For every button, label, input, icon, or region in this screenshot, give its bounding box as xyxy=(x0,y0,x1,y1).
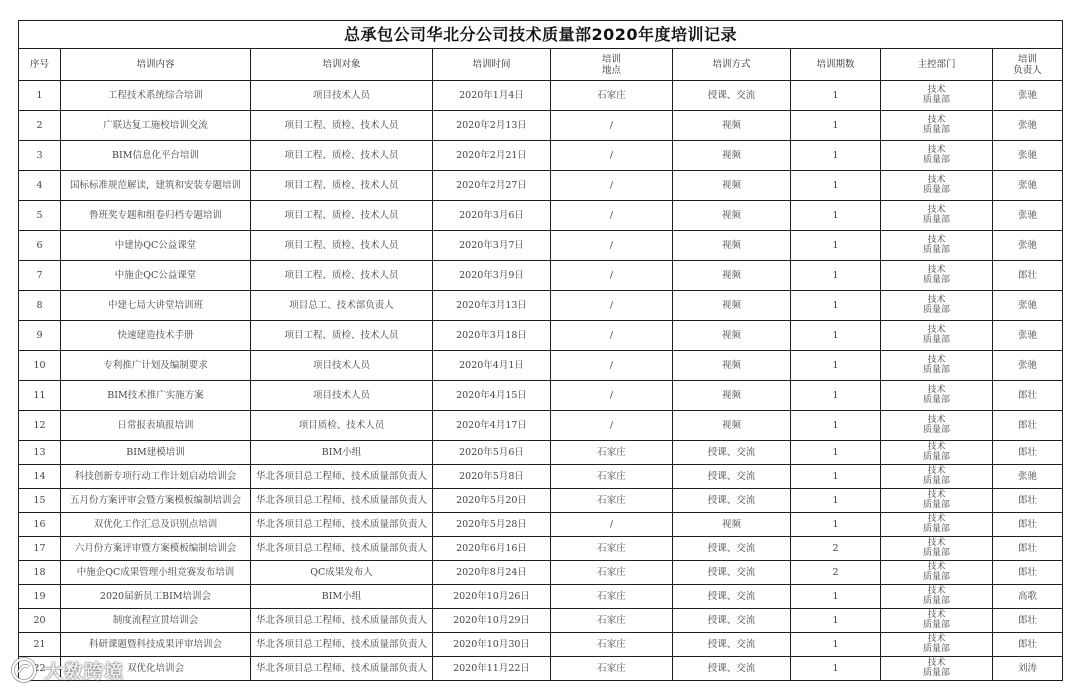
training-sessions-cell: 1 xyxy=(791,171,881,201)
table-row xyxy=(19,657,1063,681)
training-audience-cell: 项目工程、质检、技术人员 xyxy=(251,171,433,201)
training-location-cell: 石家庄 xyxy=(551,585,673,609)
training-content-cell: 五月份方案评审会暨方案模板编制培训会 xyxy=(61,489,251,513)
table-row xyxy=(19,537,1063,561)
training-sessions-cell: 1 xyxy=(791,231,881,261)
table-row xyxy=(19,465,1063,489)
row-number-cell: 18 xyxy=(19,561,61,585)
training-date-cell: 2020年10月29日 xyxy=(433,609,551,633)
table-row xyxy=(19,261,1063,291)
training-sessions-cell: 1 xyxy=(791,351,881,381)
training-location-cell: / xyxy=(551,201,673,231)
table-row xyxy=(19,489,1063,513)
training-date-cell: 2020年2月13日 xyxy=(433,111,551,141)
training-date-cell: 2020年10月30日 xyxy=(433,633,551,657)
training-owner-cell: 张驰 xyxy=(993,141,1063,171)
training-owner-cell: 刘涛 xyxy=(993,657,1063,681)
training-sessions-cell: 1 xyxy=(791,513,881,537)
training-sessions-cell: 1 xyxy=(791,321,881,351)
training-sessions-cell: 1 xyxy=(791,633,881,657)
training-owner-cell: 张驰 xyxy=(993,171,1063,201)
row-number-cell: 20 xyxy=(19,609,61,633)
training-date-cell: 2020年4月1日 xyxy=(433,351,551,381)
table-body xyxy=(19,81,1063,681)
row-number-cell: 22 xyxy=(19,657,61,681)
supervising-department-cell: 技术 质量部 xyxy=(881,585,993,609)
training-location-cell: 石家庄 xyxy=(551,81,673,111)
table-row xyxy=(19,81,1063,111)
training-owner-cell: 张驰 xyxy=(993,465,1063,489)
table-row xyxy=(19,381,1063,411)
supervising-department-cell: 技术 质量部 xyxy=(881,81,993,111)
table-row xyxy=(19,141,1063,171)
training-sessions-cell: 1 xyxy=(791,111,881,141)
training-date-cell: 2020年10月26日 xyxy=(433,585,551,609)
supervising-department-cell: 技术 质量部 xyxy=(881,261,993,291)
table-row xyxy=(19,321,1063,351)
supervising-department-cell: 技术 质量部 xyxy=(881,633,993,657)
training-content-cell: BIM技术推广实施方案 xyxy=(61,381,251,411)
training-content-cell: 双优化培训会 xyxy=(61,657,251,681)
supervising-department-cell: 技术 质量部 xyxy=(881,465,993,489)
table-row xyxy=(19,513,1063,537)
training-date-cell: 2020年3月9日 xyxy=(433,261,551,291)
training-date-cell: 2020年5月20日 xyxy=(433,489,551,513)
training-sessions-cell: 2 xyxy=(791,561,881,585)
training-owner-cell: 郎壮 xyxy=(993,561,1063,585)
training-audience-cell: 项目总工、技术部负责人 xyxy=(251,291,433,321)
training-date-cell: 2020年8月24日 xyxy=(433,561,551,585)
training-sessions-cell: 1 xyxy=(791,465,881,489)
supervising-department-cell: 技术 质量部 xyxy=(881,657,993,681)
column-header-row-number: 序号 xyxy=(19,49,61,81)
training-method-cell: 授课、交流 xyxy=(673,609,791,633)
training-audience-cell: 项目工程、质检、技术人员 xyxy=(251,201,433,231)
training-owner-cell: 郎壮 xyxy=(993,261,1063,291)
training-audience-cell: 华北各项目总工程师、技术质量部负责人 xyxy=(251,465,433,489)
table-row xyxy=(19,561,1063,585)
training-sessions-cell: 1 xyxy=(791,141,881,171)
row-number-cell: 12 xyxy=(19,411,61,441)
training-method-cell: 授课、交流 xyxy=(673,561,791,585)
training-content-cell: 中建七局大讲堂培训班 xyxy=(61,291,251,321)
training-owner-cell: 张驰 xyxy=(993,81,1063,111)
training-location-cell: 石家庄 xyxy=(551,633,673,657)
column-header-training-owner: 培训 负责人 xyxy=(993,49,1063,81)
row-number-cell: 6 xyxy=(19,231,61,261)
table-row xyxy=(19,231,1063,261)
training-location-cell: / xyxy=(551,111,673,141)
training-sessions-cell: 1 xyxy=(791,201,881,231)
training-owner-cell: 郎壮 xyxy=(993,411,1063,441)
training-owner-cell: 张驰 xyxy=(993,111,1063,141)
training-audience-cell: 项目技术人员 xyxy=(251,81,433,111)
training-content-cell: 日常报表填报培训 xyxy=(61,411,251,441)
training-audience-cell: 华北各项目总工程师、技术质量部负责人 xyxy=(251,537,433,561)
training-location-cell: / xyxy=(551,381,673,411)
training-method-cell: 授课、交流 xyxy=(673,465,791,489)
table-row xyxy=(19,633,1063,657)
training-method-cell: 视频 xyxy=(673,411,791,441)
training-audience-cell: 华北各项目总工程师、技术质量部负责人 xyxy=(251,657,433,681)
training-date-cell: 2020年4月17日 xyxy=(433,411,551,441)
training-method-cell: 视频 xyxy=(673,321,791,351)
supervising-department-cell: 技术 质量部 xyxy=(881,291,993,321)
training-content-cell: 工程技术系统综合培训 xyxy=(61,81,251,111)
training-sessions-cell: 1 xyxy=(791,411,881,441)
supervising-department-cell: 技术 质量部 xyxy=(881,321,993,351)
title-row xyxy=(19,21,1063,49)
training-date-cell: 2020年2月27日 xyxy=(433,171,551,201)
row-number-cell: 1 xyxy=(19,81,61,111)
training-owner-cell: 郎壮 xyxy=(993,489,1063,513)
training-audience-cell: 华北各项目总工程师、技术质量部负责人 xyxy=(251,513,433,537)
training-audience-cell: 项目工程、质检、技术人员 xyxy=(251,231,433,261)
training-sessions-cell: 1 xyxy=(791,291,881,321)
training-owner-cell: 张驰 xyxy=(993,321,1063,351)
column-header-training-date: 培训时间 xyxy=(433,49,551,81)
training-date-cell: 2020年5月8日 xyxy=(433,465,551,489)
training-method-cell: 授课、交流 xyxy=(673,633,791,657)
training-location-cell: / xyxy=(551,171,673,201)
training-sessions-cell: 1 xyxy=(791,381,881,411)
supervising-department-cell: 技术 质量部 xyxy=(881,171,993,201)
table-row xyxy=(19,111,1063,141)
training-method-cell: 授课、交流 xyxy=(673,489,791,513)
training-location-cell: / xyxy=(551,411,673,441)
training-owner-cell: 张驰 xyxy=(993,291,1063,321)
training-content-cell: BIM信息化平台培训 xyxy=(61,141,251,171)
table-row xyxy=(19,351,1063,381)
supervising-department-cell: 技术 质量部 xyxy=(881,231,993,261)
supervising-department-cell: 技术 质量部 xyxy=(881,441,993,465)
training-audience-cell: 华北各项目总工程师、技术质量部负责人 xyxy=(251,489,433,513)
column-header-training-content: 培训内容 xyxy=(61,49,251,81)
training-sessions-cell: 1 xyxy=(791,261,881,291)
training-method-cell: 视频 xyxy=(673,513,791,537)
training-method-cell: 视频 xyxy=(673,261,791,291)
training-owner-cell: 高歌 xyxy=(993,585,1063,609)
training-method-cell: 视频 xyxy=(673,111,791,141)
training-audience-cell: 项目技术人员 xyxy=(251,381,433,411)
table-row xyxy=(19,411,1063,441)
training-sessions-cell: 1 xyxy=(791,441,881,465)
training-method-cell: 授课、交流 xyxy=(673,585,791,609)
training-owner-cell: 张驰 xyxy=(993,201,1063,231)
training-sessions-cell: 1 xyxy=(791,585,881,609)
training-method-cell: 视频 xyxy=(673,201,791,231)
training-audience-cell: 项目工程、质检、技术人员 xyxy=(251,261,433,291)
training-content-cell: 中施企QC公益课堂 xyxy=(61,261,251,291)
training-date-cell: 2020年11月22日 xyxy=(433,657,551,681)
watermark-text: 大数跨境 xyxy=(44,660,125,683)
row-number-cell: 15 xyxy=(19,489,61,513)
training-date-cell: 2020年3月18日 xyxy=(433,321,551,351)
supervising-department-cell: 技术 质量部 xyxy=(881,513,993,537)
training-record-sheet xyxy=(18,20,1062,681)
training-content-cell: 国标标准规范解读，建筑和安装专题培训 xyxy=(61,171,251,201)
training-location-cell: 石家庄 xyxy=(551,441,673,465)
training-method-cell: 视频 xyxy=(673,141,791,171)
training-content-cell: BIM建模培训 xyxy=(61,441,251,465)
training-content-cell: 制度流程宣贯培训会 xyxy=(61,609,251,633)
supervising-department-cell: 技术 质量部 xyxy=(881,489,993,513)
column-header-training-method: 培训方式 xyxy=(673,49,791,81)
row-number-cell: 4 xyxy=(19,171,61,201)
training-location-cell: 石家庄 xyxy=(551,561,673,585)
training-date-cell: 2020年3月7日 xyxy=(433,231,551,261)
supervising-department-cell: 技术 质量部 xyxy=(881,111,993,141)
training-record-table xyxy=(18,20,1063,681)
training-location-cell: / xyxy=(551,513,673,537)
training-location-cell: 石家庄 xyxy=(551,609,673,633)
training-content-cell: 广联达复工施校培训交流 xyxy=(61,111,251,141)
training-audience-cell: 华北各项目总工程师、技术质量部负责人 xyxy=(251,633,433,657)
row-number-cell: 17 xyxy=(19,537,61,561)
row-number-cell: 11 xyxy=(19,381,61,411)
supervising-department-cell: 技术 质量部 xyxy=(881,561,993,585)
training-content-cell: 六月份方案评审暨方案模板编制培训会 xyxy=(61,537,251,561)
training-date-cell: 2020年6月16日 xyxy=(433,537,551,561)
training-content-cell: 科技创新专项行动工作计划启动培训会 xyxy=(61,465,251,489)
training-date-cell: 2020年5月28日 xyxy=(433,513,551,537)
table-title: 总承包公司华北分公司技术质量部2020年度培训记录 xyxy=(19,21,1063,49)
row-number-cell: 21 xyxy=(19,633,61,657)
training-owner-cell: 张驰 xyxy=(993,231,1063,261)
row-number-cell: 10 xyxy=(19,351,61,381)
table-row xyxy=(19,609,1063,633)
column-header-training-audience: 培训对象 xyxy=(251,49,433,81)
training-owner-cell: 郎壮 xyxy=(993,633,1063,657)
training-content-cell: 鲁班奖专题和组卷归档专题培训 xyxy=(61,201,251,231)
supervising-department-cell: 技术 质量部 xyxy=(881,537,993,561)
training-owner-cell: 张驰 xyxy=(993,351,1063,381)
column-header-training-location: 培训 地点 xyxy=(551,49,673,81)
supervising-department-cell: 技术 质量部 xyxy=(881,609,993,633)
column-header-row xyxy=(19,49,1063,81)
training-location-cell: 石家庄 xyxy=(551,489,673,513)
training-content-cell: 中建协QC公益课堂 xyxy=(61,231,251,261)
training-location-cell: / xyxy=(551,231,673,261)
training-method-cell: 授课、交流 xyxy=(673,81,791,111)
training-owner-cell: 郎壮 xyxy=(993,441,1063,465)
training-date-cell: 2020年3月13日 xyxy=(433,291,551,321)
training-content-cell: 专利推广计划及编制要求 xyxy=(61,351,251,381)
training-method-cell: 视频 xyxy=(673,291,791,321)
row-number-cell: 5 xyxy=(19,201,61,231)
training-content-cell: 中施企QC成果管理小组竞赛发布培训 xyxy=(61,561,251,585)
training-audience-cell: 项目技术人员 xyxy=(251,351,433,381)
table-row xyxy=(19,171,1063,201)
training-location-cell: / xyxy=(551,141,673,171)
column-header-supervising-department: 主控部门 xyxy=(881,49,993,81)
supervising-department-cell: 技术 质量部 xyxy=(881,201,993,231)
supervising-department-cell: 技术 质量部 xyxy=(881,351,993,381)
training-content-cell: 科研课题暨科技成果评审培训会 xyxy=(61,633,251,657)
training-owner-cell: 郎壮 xyxy=(993,537,1063,561)
training-method-cell: 授课、交流 xyxy=(673,537,791,561)
training-date-cell: 2020年3月6日 xyxy=(433,201,551,231)
training-method-cell: 授课、交流 xyxy=(673,657,791,681)
training-date-cell: 2020年1月4日 xyxy=(433,81,551,111)
supervising-department-cell: 技术 质量部 xyxy=(881,411,993,441)
training-sessions-cell: 1 xyxy=(791,489,881,513)
training-audience-cell: BIM小组 xyxy=(251,441,433,465)
row-number-cell: 19 xyxy=(19,585,61,609)
column-header-training-sessions: 培训期数 xyxy=(791,49,881,81)
training-content-cell: 2020届新员工BIM培训会 xyxy=(61,585,251,609)
row-number-cell: 2 xyxy=(19,111,61,141)
training-location-cell: 石家庄 xyxy=(551,537,673,561)
table-row xyxy=(19,585,1063,609)
training-audience-cell: 华北各项目总工程师、技术质量部负责人 xyxy=(251,609,433,633)
training-content-cell: 快速建造技术手册 xyxy=(61,321,251,351)
training-audience-cell: BIM小组 xyxy=(251,585,433,609)
row-number-cell: 7 xyxy=(19,261,61,291)
row-number-cell: 9 xyxy=(19,321,61,351)
supervising-department-cell: 技术 质量部 xyxy=(881,381,993,411)
training-location-cell: 石家庄 xyxy=(551,465,673,489)
training-date-cell: 2020年4月15日 xyxy=(433,381,551,411)
training-audience-cell: 项目工程、质检、技术人员 xyxy=(251,141,433,171)
training-method-cell: 视频 xyxy=(673,351,791,381)
training-location-cell: / xyxy=(551,261,673,291)
table-row xyxy=(19,441,1063,465)
training-location-cell: / xyxy=(551,321,673,351)
training-sessions-cell: 1 xyxy=(791,81,881,111)
training-location-cell: / xyxy=(551,291,673,321)
training-location-cell: / xyxy=(551,351,673,381)
supervising-department-cell: 技术 质量部 xyxy=(881,141,993,171)
training-method-cell: 视频 xyxy=(673,381,791,411)
row-number-cell: 8 xyxy=(19,291,61,321)
table-row xyxy=(19,201,1063,231)
training-sessions-cell: 1 xyxy=(791,609,881,633)
training-method-cell: 视频 xyxy=(673,231,791,261)
training-sessions-cell: 2 xyxy=(791,537,881,561)
row-number-cell: 16 xyxy=(19,513,61,537)
row-number-cell: 3 xyxy=(19,141,61,171)
row-number-cell: 13 xyxy=(19,441,61,465)
training-method-cell: 授课、交流 xyxy=(673,441,791,465)
training-content-cell: 双优化工作汇总及识别点培训 xyxy=(61,513,251,537)
training-audience-cell: QC成果发布人 xyxy=(251,561,433,585)
training-owner-cell: 郎壮 xyxy=(993,513,1063,537)
training-date-cell: 2020年2月21日 xyxy=(433,141,551,171)
training-audience-cell: 项目工程、质检、技术人员 xyxy=(251,111,433,141)
training-audience-cell: 项目质检、技术人员 xyxy=(251,411,433,441)
table-row xyxy=(19,291,1063,321)
training-audience-cell: 项目工程、质检、技术人员 xyxy=(251,321,433,351)
training-location-cell: 石家庄 xyxy=(551,657,673,681)
training-sessions-cell: 1 xyxy=(791,657,881,681)
training-owner-cell: 郎壮 xyxy=(993,381,1063,411)
training-owner-cell: 郎壮 xyxy=(993,609,1063,633)
training-method-cell: 视频 xyxy=(673,171,791,201)
row-number-cell: 14 xyxy=(19,465,61,489)
training-date-cell: 2020年5月6日 xyxy=(433,441,551,465)
